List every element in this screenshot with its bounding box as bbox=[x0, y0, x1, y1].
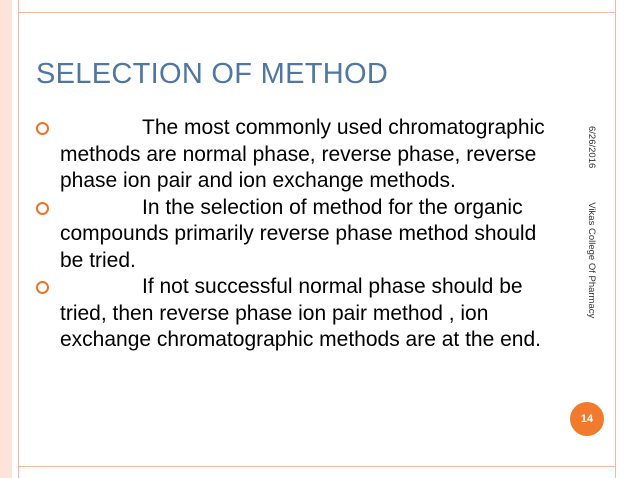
border-line-bottom bbox=[18, 466, 616, 467]
bullet-item bbox=[36, 195, 556, 275]
bullet-item bbox=[36, 274, 556, 354]
slide-title: SELECTION OF METHOD bbox=[36, 58, 389, 90]
bullet-text: In the selection of method for the organic compounds primarily reverse phase method should be tried. bbox=[60, 195, 537, 272]
border-line-right bbox=[615, 0, 616, 478]
border-line-left bbox=[18, 0, 19, 478]
border-line-top bbox=[18, 12, 616, 13]
page-number-badge: 14 bbox=[570, 402, 604, 436]
bullet-circle-icon bbox=[36, 281, 49, 294]
bullet-text: If not successful normal phase should be tried, then reverse phase ion pair method , ion exchange chromatographic methods are at the end. bbox=[60, 275, 541, 351]
bullet-text: The most commonly used chromatographic methods are normal phase, reverse phase, reverse phase ion pair and ion exchange methods. bbox=[60, 116, 545, 192]
slide-date: 6/26/2016 bbox=[586, 126, 597, 169]
side-footer bbox=[586, 126, 597, 318]
bullet-list bbox=[36, 115, 556, 354]
decorative-left-band bbox=[0, 0, 12, 478]
bullet-circle-icon bbox=[36, 202, 49, 215]
bullet-item bbox=[36, 115, 556, 195]
footer-text: Vikas College Of Pharmacy bbox=[586, 202, 597, 319]
bullet-circle-icon bbox=[36, 122, 49, 135]
